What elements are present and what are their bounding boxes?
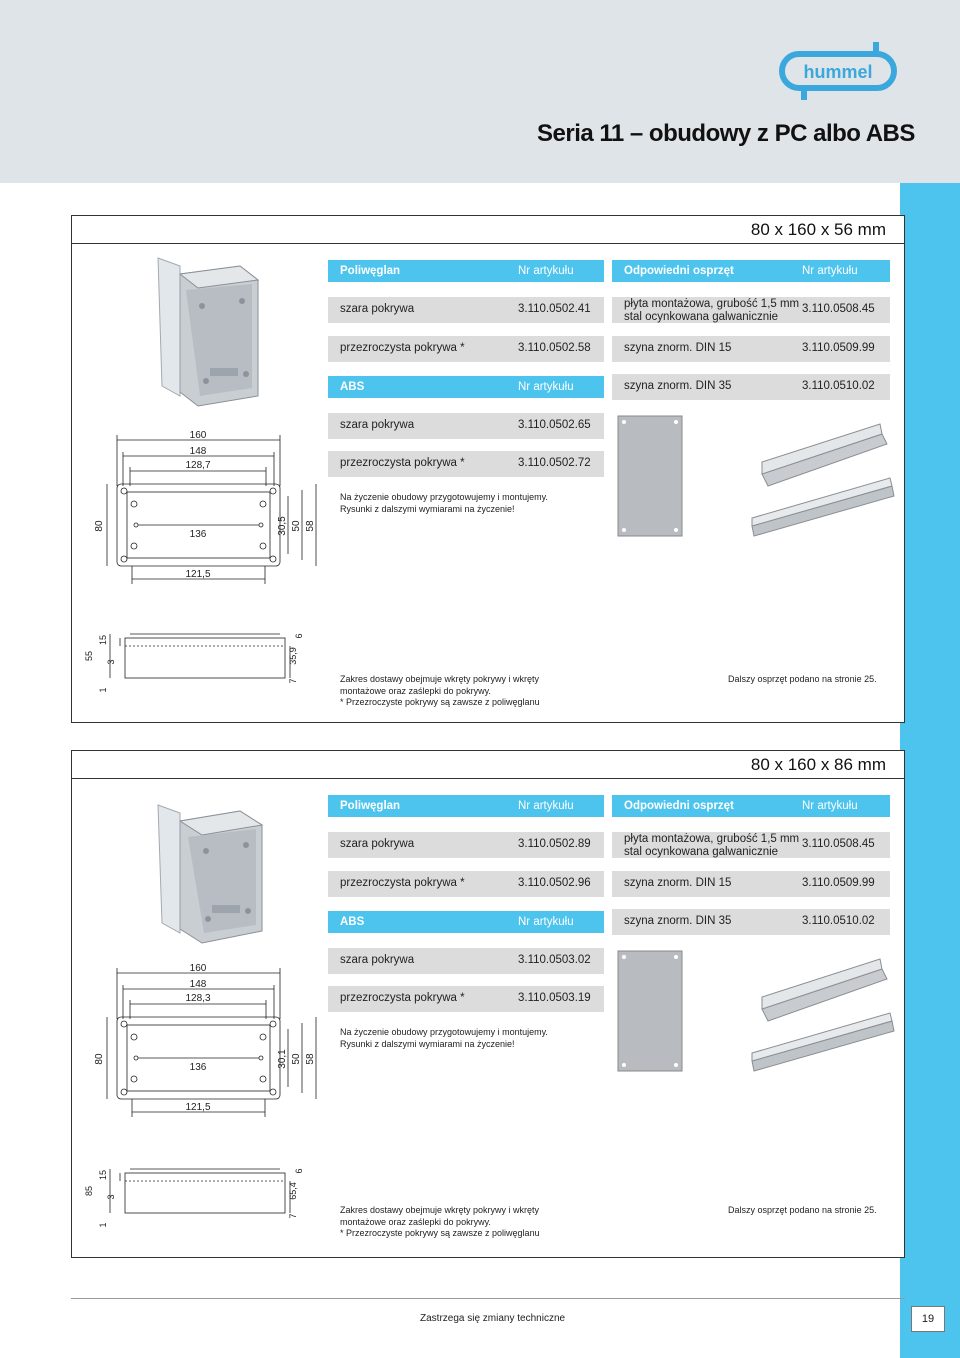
block-header — [72, 751, 904, 779]
further-note: Dalszy osprzęt podano na stronie 25. — [728, 674, 877, 684]
abs-header: ABS Nr artykułu — [328, 376, 604, 398]
table-row: płyta montażowa, grubość 1,5 mm stal ocynkowana galwanicznie 3.110.0508.45 — [612, 297, 890, 323]
technical-drawing-side — [80, 1161, 310, 1241]
custom-note: Na życzenie obudowy przygotowujemy i montujemy. Rysunki z dalszymi wymiarami na życzenie! — [340, 492, 548, 514]
accessory-photo — [612, 949, 902, 1079]
dim-side-b: 15 — [98, 1169, 108, 1181]
dim-side-a: 85 — [84, 1185, 94, 1197]
table-row: przezroczysta pokrywa * 3.110.0502.58 — [328, 336, 604, 362]
dim-160: 160 — [189, 430, 207, 441]
dim-58: 58 — [305, 1053, 316, 1065]
abs-header: ABS Nr artykułu — [328, 911, 604, 933]
dim-148: 148 — [189, 979, 207, 990]
block-header — [72, 216, 904, 244]
block-size: 80 x 160 x 56 mm — [750, 220, 886, 239]
table-row: szyna znorm. DIN 15 3.110.0509.99 — [612, 336, 890, 362]
technical-drawing-side — [80, 626, 310, 706]
dim-80: 80 — [94, 520, 105, 532]
dim-side-e: 7 — [288, 678, 298, 684]
dim-side-d: 1 — [98, 1222, 108, 1228]
delivery-note: Zakres dostawy obejmuje wkręty pokrywy i wkręty montażowe oraz zaślepki do pokrywy. * Przezroczyste pokrywy są zawsze z poliwęglanu — [340, 674, 540, 707]
dim-160: 160 — [189, 963, 207, 974]
dim-128: 128,7 — [185, 460, 211, 471]
footer-divider — [71, 1298, 905, 1299]
product-block-86 — [71, 750, 905, 1258]
dim-58: 58 — [305, 520, 316, 532]
dim-50: 50 — [291, 1053, 302, 1065]
dim-30: 30,1 — [277, 1049, 288, 1069]
enclosure-photo — [150, 791, 270, 951]
block-size: 80 x 160 x 86 mm — [750, 755, 886, 774]
poly-header: Poliwęglan Nr artykułu — [328, 795, 604, 817]
table-row: szyna znorm. DIN 35 3.110.0510.02 — [612, 909, 890, 935]
dim-30: 30,5 — [277, 516, 288, 536]
table-row: szara pokrywa 3.110.0502.41 — [328, 297, 604, 323]
poly-header: Poliwęglan Nr artykułu — [328, 260, 604, 282]
custom-note: Na życzenie obudowy przygotowujemy i montujemy. Rysunki z dalszymi wymiarami na życzenie! — [340, 1027, 548, 1049]
footer-text: Zastrzega się zmiany techniczne — [420, 1313, 566, 1324]
further-note: Dalszy osprzęt podano na stronie 25. — [728, 1205, 877, 1215]
enclosure-photo — [150, 256, 270, 416]
table-row: szyna znorm. DIN 35 3.110.0510.02 — [612, 374, 890, 400]
dim-side-d: 1 — [98, 687, 108, 693]
table-row: przezroczysta pokrywa * 3.110.0503.19 — [328, 986, 604, 1012]
dim-side-f: 35,9 — [288, 647, 298, 665]
side-accent-stripe — [900, 0, 960, 1358]
dim-128: 128,3 — [185, 993, 211, 1004]
dim-side-f: 65,4 — [288, 1182, 298, 1200]
table-row: przezroczysta pokrywa * 3.110.0502.72 — [328, 451, 604, 477]
dim-side-c: 3 — [106, 659, 116, 665]
svg-text:hummel: hummel — [803, 62, 873, 82]
technical-drawing-top — [80, 426, 330, 586]
page-number: 19 — [911, 1306, 945, 1332]
table-row: płyta montażowa, grubość 1,5 mm stal ocynkowana galwanicznie 3.110.0508.45 — [612, 832, 890, 858]
table-row: przezroczysta pokrywa * 3.110.0502.96 — [328, 871, 604, 897]
dim-side-b: 15 — [98, 634, 108, 646]
hummel-logo — [776, 40, 906, 102]
dim-121: 121,5 — [185, 1102, 211, 1113]
accessory-photo — [612, 414, 902, 544]
page-title: Seria 11 – obudowy z PC albo ABS — [537, 120, 915, 147]
dim-side-e: 7 — [288, 1213, 298, 1219]
dim-side-a: 55 — [84, 650, 94, 662]
dim-side-g: 6 — [294, 1168, 304, 1174]
table-row: szyna znorm. DIN 15 3.110.0509.99 — [612, 871, 890, 897]
table-row: szara pokrywa 3.110.0503.02 — [328, 948, 604, 974]
dim-side-g: 6 — [294, 633, 304, 639]
dim-136: 136 — [189, 1062, 207, 1073]
delivery-note: Zakres dostawy obejmuje wkręty pokrywy i wkręty montażowe oraz zaślepki do pokrywy. * Przezroczyste pokrywy są zawsze z poliwęglanu — [340, 1205, 540, 1238]
table-row: szara pokrywa 3.110.0502.89 — [328, 832, 604, 858]
accessory-header: Odpowiedni osprzęt Nr artykułu — [612, 260, 890, 282]
dim-136: 136 — [189, 529, 207, 540]
dim-50: 50 — [291, 520, 302, 532]
dim-80: 80 — [94, 1053, 105, 1065]
dim-148: 148 — [189, 446, 207, 457]
product-block-56 — [71, 215, 905, 723]
table-row: szara pokrywa 3.110.0502.65 — [328, 413, 604, 439]
accessory-header: Odpowiedni osprzęt Nr artykułu — [612, 795, 890, 817]
dim-121: 121,5 — [185, 569, 211, 580]
page-header — [0, 0, 960, 183]
dim-side-c: 3 — [106, 1194, 116, 1200]
technical-drawing-top — [80, 959, 330, 1119]
